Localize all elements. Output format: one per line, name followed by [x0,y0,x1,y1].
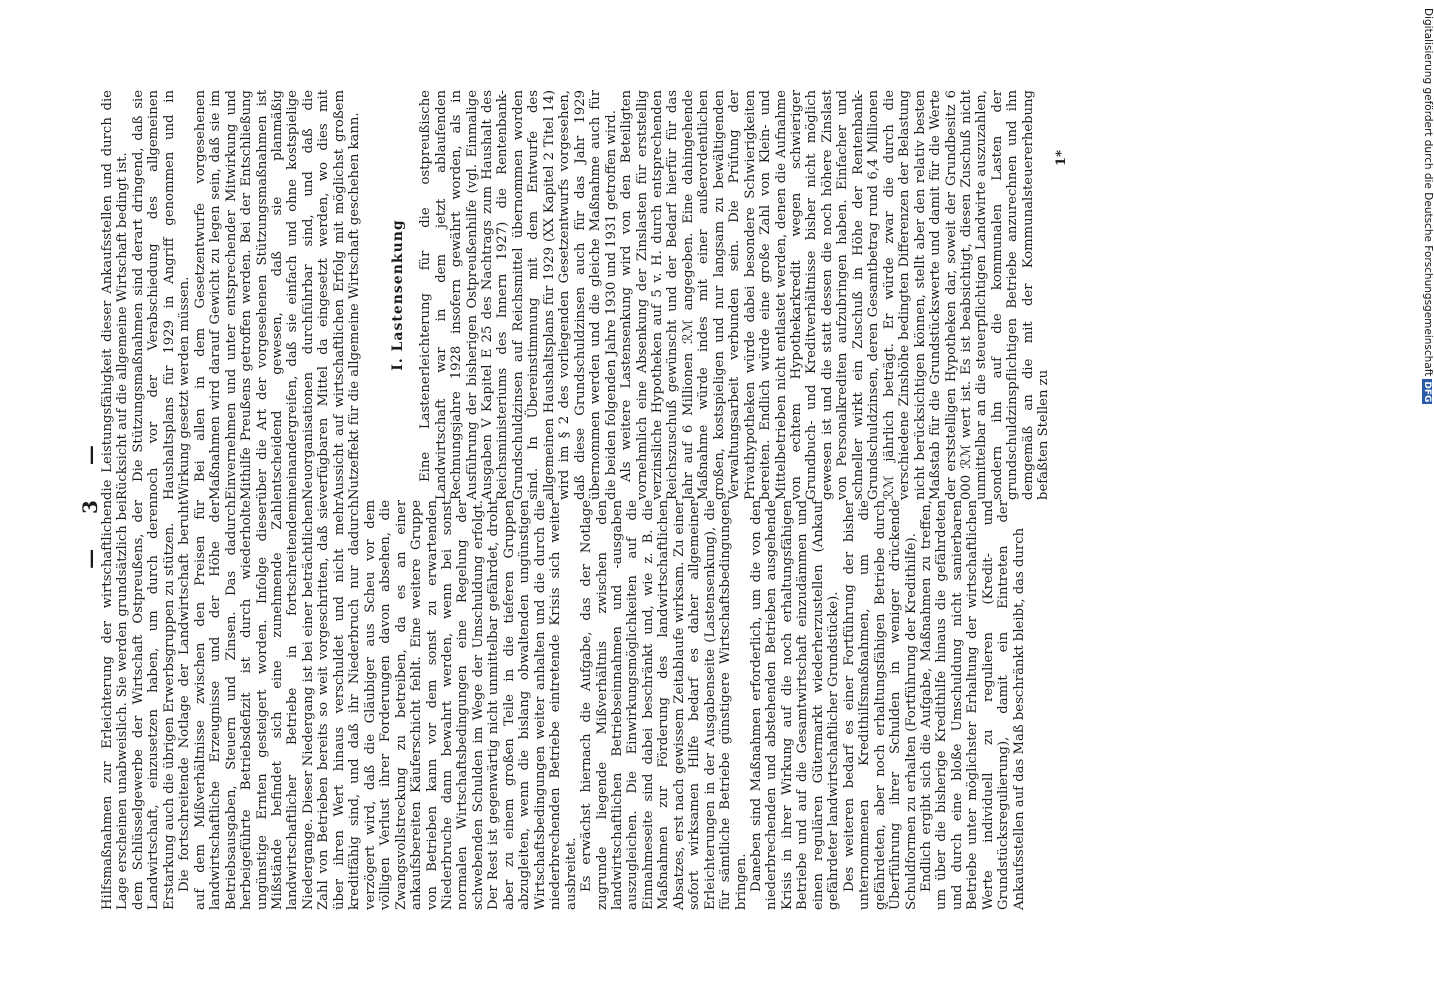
paragraph: Es erwächst hiernach die Aufgabe, das der Notlage zugrunde liegende Mißverhältnis zwischen den landwirtschaftlichen Betriebseinnahmen und -ausgaben auszugleichen. Die Einwirkungsmöglichkeiten auf die Einnahmeseite sind dabei beschränkt und, wie z. B. die Maßnahmen zur Förderung des landwirtschaftlichen Absatzes, erst nach gewissem Zeitablaufe wirksam. Zu einer sofort wirksamen Hilfe bedarf es daher allgemeiner Erleichterungen in der Ausgabenseite (Lastensenkung), die für sämtliche Betriebe günstigere Wirtschaftsbedingungen bringen. [579,500,749,910]
paragraph: die Leistungsfähigkeit dieser Ankaufsstellen und durch die Rücksicht auf die allgemeine Wirtschaft bedingt ist. [100,90,131,500]
right-column [100,90,1069,500]
paragraph: Die Stützungsmaßnahmen sind derart dringend, daß sie noch vor der Verabschiedung des allgemeinen Haushaltsplans für 1929 in Angriff genommen und in Wirkung gesetzt werden müssen. [130,90,193,500]
paragraph: Eine Lastenerleichterung für die ostpreußische Landwirtschaft war in dem jetzt ablaufenden Rechnungsjahre 1928 insofern gewährt worden, als in Ausführung der bisherigen Ostpreußenhilfe (vgl. Einmalige Ausgaben V Kapitel E 25 des Nachtrags zum Haushalt des Reichsministeriums des Innern 1927) die Rentenbank-Grundschuldzinsen auf Reichsmittel übernommen worden sind. In Übereinstimmung mit dem Entwurfe des allgemeinen Haushaltsplans für 1929 (XX Kapitel 2 Titel 14) wird im § 2 des vorliegenden Gesetzentwurfs vorgesehen, daß diese Grundschuldzinsen auch für das Jahr 1929 übernommen werden und die gleiche Maßnahme auch für die beiden folgenden Jahre 1930 und 1931 getroffen wird. [418,90,619,500]
paragraph: Hilfsmaßnahmen zur Erleichterung der wirtschaftlichen Lage erscheinen unabweislich. Sie werden grundsätzlich bei dem Schlüsselgewerbe der Wirtschaft Ostpreußens, der Landwirtschaft, einzusetzen haben, um durch deren Erstarkung auch die übrigen Erwerbsgruppen zu stützen. [100,500,177,910]
section-heading: I. Lastensenkung [389,219,406,371]
paragraph: Daneben sind Maßnahmen erforderlich, um die von den niederbrechenden und abstehenden Betrieben ausgehende Krisis in ihrer Wirkung auf die noch erhaltungsfähigen Betriebe und auf die Gesamtwirtschaft einzudämmen und einen regulären Gütermarkt wiederherzustellen (Ankauf gefährdeter landwirtschaftlicher Grundstücke). [749,500,842,910]
funding-note [1422,8,1434,404]
paragraph: Endlich ergibt sich die Aufgabe, Maßnahmen zu treffen, um über die bisherige Kredithilfe hinaus die gefährdeten und durch eine bloße Umschuldung nicht sanierbaren Betriebe unter möglichster Erhaltung der wirtschaftlichen Werte individuell zu regulieren (Kredit- und Grundstücksregulierung), damit ein Eintreten der Ankaufsstellen auf das Maß beschränkt bleibt, das durch [919,500,1027,910]
paragraph: Des weiteren bedarf es einer Fortführung der bisher unternommenen Kredithilfsmaßnahmen, um die gefährdeten, aber noch erhaltungsfähigen Betriebe durch Überführung ihrer Schulden in weniger drückende Schuldformen zu erhalten (Fortführung der Kredithilfe). [841,500,919,910]
right-column-section [418,90,1052,500]
paragraph: Die fortschreitende Notlage der Landwirtschaft beruht auf dem Mißverhältnisse zwischen den Preisen für landwirtschaftliche Erzeugnisse und der Höhe der Betriebsausgaben, Steuern und Zinsen. Das dadurch herbeigeführte Betriebsdefizit ist durch wiederholte ungünstige Ernten gesteigert worden. Infolge dieser Mißstände befindet sich eine zunehmende Zahl landwirtschaftlicher Betriebe in fortschreitendem Niedergange. Dieser Niedergang ist bei einer beträchtlichen Zahl von Betrieben bereits so weit vorgeschritten, daß sie über ihren Wert hinaus verschuldet und nicht mehr kreditfähig sind, und daß ihr Niederbruch nur dadurch verzögert wird, daß die Gläubiger aus Scheu vor dem völligen Verlust ihrer Forderungen davon absehen, die Zwangsvollstreckung zu betreiben, da es an einer ankaufsbereiten Käuferschicht fehlt. Eine weitere Gruppe von Betrieben kann vor dem sonst zu erwartenden Niederbruche dann bewahrt werden, wenn bei sonst normalen Wirtschaftsbedingungen eine Regelung der schwebenden Schulden im Wege der Umschuldung erfolgt. Der Rest ist gegenwärtig nicht unmittelbar gefährdet, droht aber zu einem großen Teile in die tieferen Gruppen abzugleiten, wenn die bislang obwaltenden ungünstigen Wirtschaftsbedingungen weiter anhalten und die durch die niederbrechenden Betriebe eintretende Krisis sich weiter ausbreitet. [177,500,579,910]
page-number: — 3 — [78,431,102,569]
right-column-intro [100,90,363,500]
left-column [100,500,1027,910]
funding-note-text: Digitalisierung gefördert durch die Deutsche Forschungsgemeinschaft [1422,8,1434,377]
paragraph: Bei allen in dem Gesetzentwurfe vorgesehenen Maßnahmen wird darauf Gewicht zu legen sein, daß sie im Einvernehmen und unter entsprechender Mitwirkung und Mithilfe Preußens getroffen werden. Bei der Entschließung über die Art der vorgesehenen Stützungsmaßnahmen ist entscheidend gewesen, daß sie planmäßig ineinandergreifen, daß sie einfach und ohne kostspielige Neuorganisationen durchführbar sind, und daß die verfügbaren Mittel da eingesetzt werden, wo dies mit Aussicht auf wirtschaftlichen Erfolg mit möglichst großem Nutzeffekt für die allgemeine Wirtschaft geschehen kann. [192,90,363,500]
dfg-logo-icon: DFG [1422,381,1432,403]
signature-mark: 1* [1053,150,1069,167]
paragraph: Als weitere Lastensenkung wird von den Beteiligten vornehmlich eine Absenkung der Zinslasten für erststellig verzinsliche Hypotheken auf 5 v. H. durch entsprechenden Reichszuschuß gewünscht und der Bedarf hierfür für das Jahr auf 6 Millionen ℛℳ angegeben. Eine dahingehende Maßnahme würde indes mit einer außerordentlichen großen, kostspieligen und nur langsam zu bewältigenden Verwaltungsarbeit verbunden sein. Die Prüfung der Privathypotheken würde dabei besondere Schwierigkeiten bereiten. Endlich würde eine große Zahl von Klein- und Mittelbetrieben nicht entlastet werden, denen die Aufnahme von echtem Hypothekarkredit wegen schwieriger Grundbuch- und Kreditverhältnisse bisher nicht möglich gewesen ist und die statt dessen die noch höhere Zinslast von Personalkrediten aufzubringen haben. Einfacher und schneller wirkt ein Zuschuß in Höhe der Rentenbank-Grundschuldzinsen, deren Gesamtbetrag rund 6,4 Millionen ℛℳ jährlich beträgt. Er würde zwar die durch die verschiedene Zinshöhe bedingten Differenzen der Belastung nicht berücksichtigen können, stellt aber den relativ besten Maßstab für die Grundstückswerte und damit für die Werte der erststelligen Hypotheken dar, soweit der Grundbesitz 6 000 ℛℳ wert ist. Es ist beabsichtigt, diesen Zuschuß nicht unmittelbar an die steuerpflichtigen Landwirte auszuzahlen, sondern ihn auf die kommunalen Lasten der grundschuldzinspflichtigen Betriebe anzurechnen und ihn demgemäß an die mit der Kommunalsteuererhebung befaßten Stellen zu [619,90,1052,500]
